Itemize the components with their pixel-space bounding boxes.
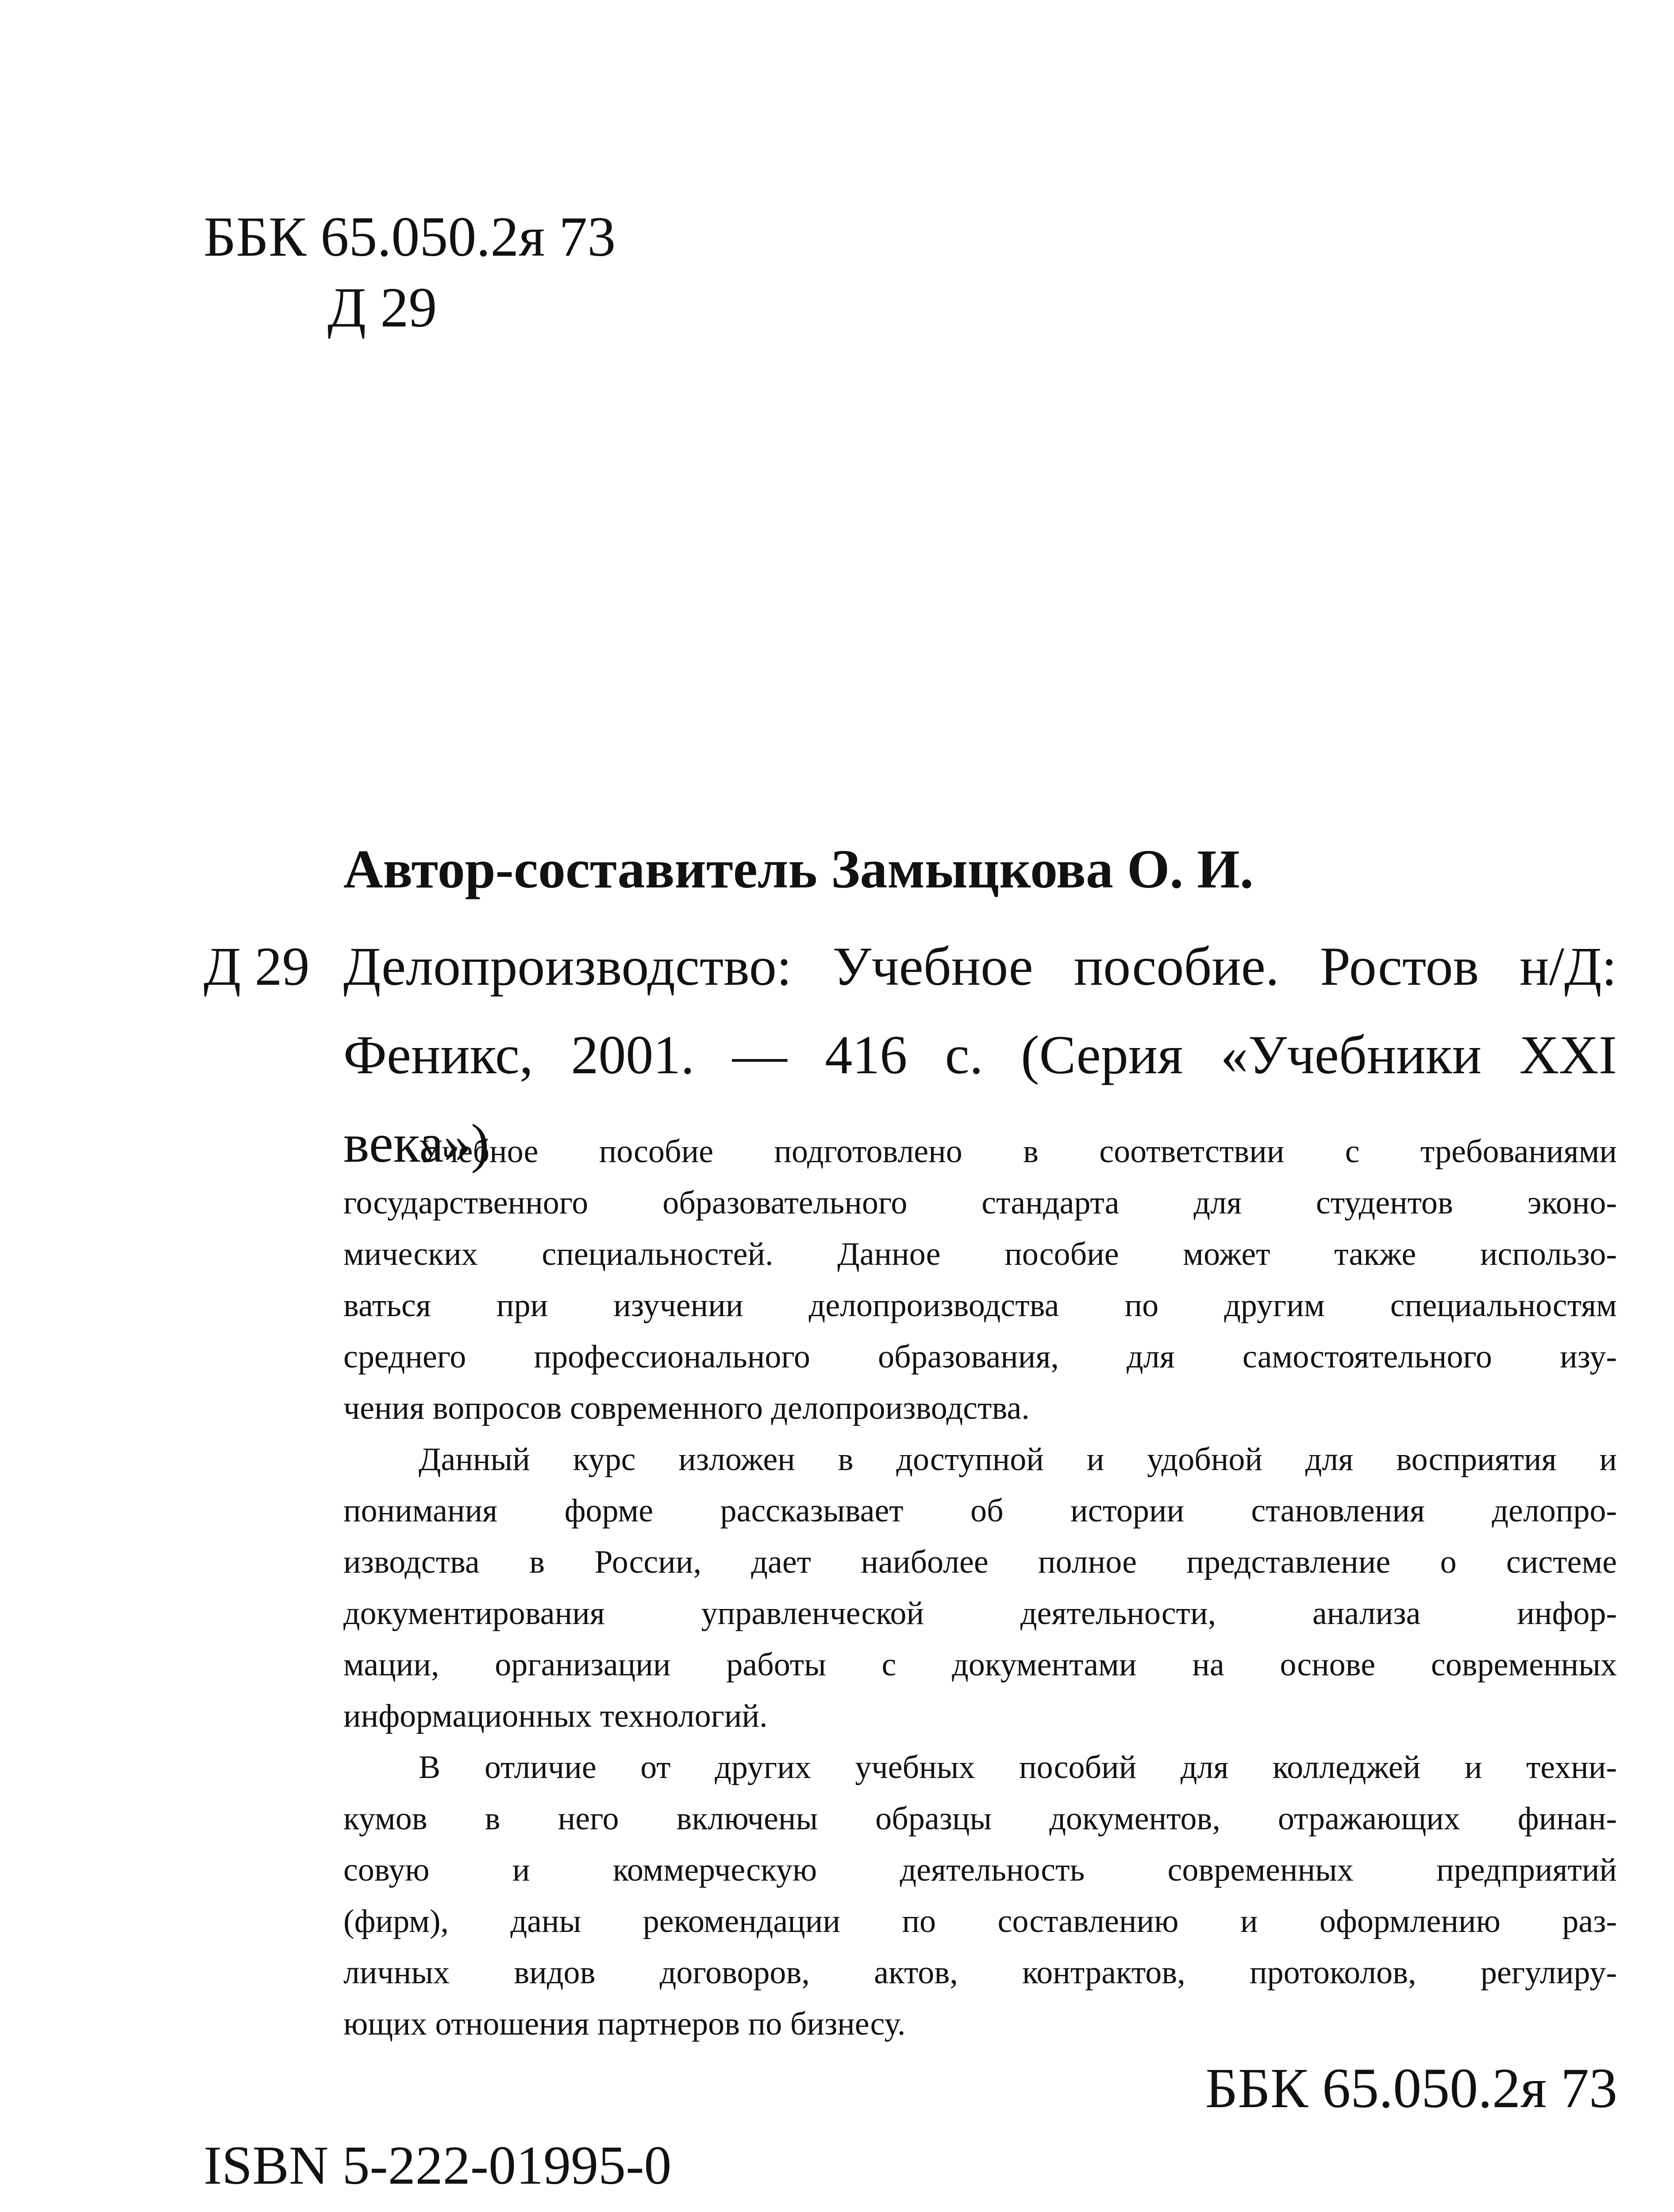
annotation-line: информационных технологий.: [343, 1698, 768, 1734]
title-line: Делопроизводство: Учебное пособие. Ростов н/Д:: [343, 936, 1617, 997]
annotation-line: документирования управленческой деятельности, анализа инфор-: [343, 1595, 1617, 1632]
annotation-line: государственного образовательного стандарта для студентов эконо-: [343, 1185, 1617, 1221]
title-line: века»): [343, 1113, 489, 1174]
annotation-line: Данный курс изложен в доступной и удобной для восприятия и: [419, 1441, 1617, 1478]
annotation: [343, 1126, 1617, 2050]
annotation-line: кумов в него включены образцы документов, отражающих финан-: [343, 1801, 1617, 1837]
annotation-line: мических специальностей. Данное пособие может также использо-: [343, 1236, 1617, 1272]
author-mark-record: Д 29: [204, 936, 310, 997]
bbk-classification-top: ББК 65.050.2я 73: [204, 205, 616, 268]
annotation-line: изводства в России, дает наиболее полное представление о системе: [343, 1544, 1617, 1580]
annotation-line: ваться при изучении делопроизводства по другим специальностям: [343, 1287, 1617, 1324]
annotation-line: понимания форме рассказывает об истории становления делопро-: [343, 1493, 1617, 1529]
author-line: Автор-составитель Замыцкова О. И.: [343, 839, 1254, 899]
annotation-line: среднего профессионального образования, для самостоятельного изу-: [343, 1339, 1617, 1375]
annotation-line: совую и коммерческую деятельность современных предприятий: [343, 1852, 1617, 1888]
annotation-line: мации, организации работы с документами на основе современных: [343, 1647, 1617, 1683]
annotation-line: ющих отношения партнеров по бизнесу.: [343, 2006, 906, 2042]
author-mark-top: Д 29: [327, 276, 437, 339]
bbk-classification-bottom: ББК 65.050.2я 73: [1205, 2057, 1617, 2120]
annotation-line: чения вопросов современного делопроизводства.: [343, 1390, 1030, 1426]
annotation-line: личных видов договоров, актов, контрактов, протоколов, регулиру-: [343, 1955, 1617, 1991]
annotation-line: В отличие от других учебных пособий для колледжей и техни-: [419, 1749, 1617, 1786]
annotation-line: Учебное пособие подготовлено в соответствии с требованиями: [419, 1133, 1617, 1170]
title-line: Феникс, 2001. — 416 с. (Серия «Учебники XXI: [343, 1025, 1617, 1085]
isbn: ISBN 5-222-01995-0: [204, 2135, 672, 2196]
annotation-line: (фирм), даны рекомендации по составлению и оформлению раз-: [343, 1903, 1617, 1939]
